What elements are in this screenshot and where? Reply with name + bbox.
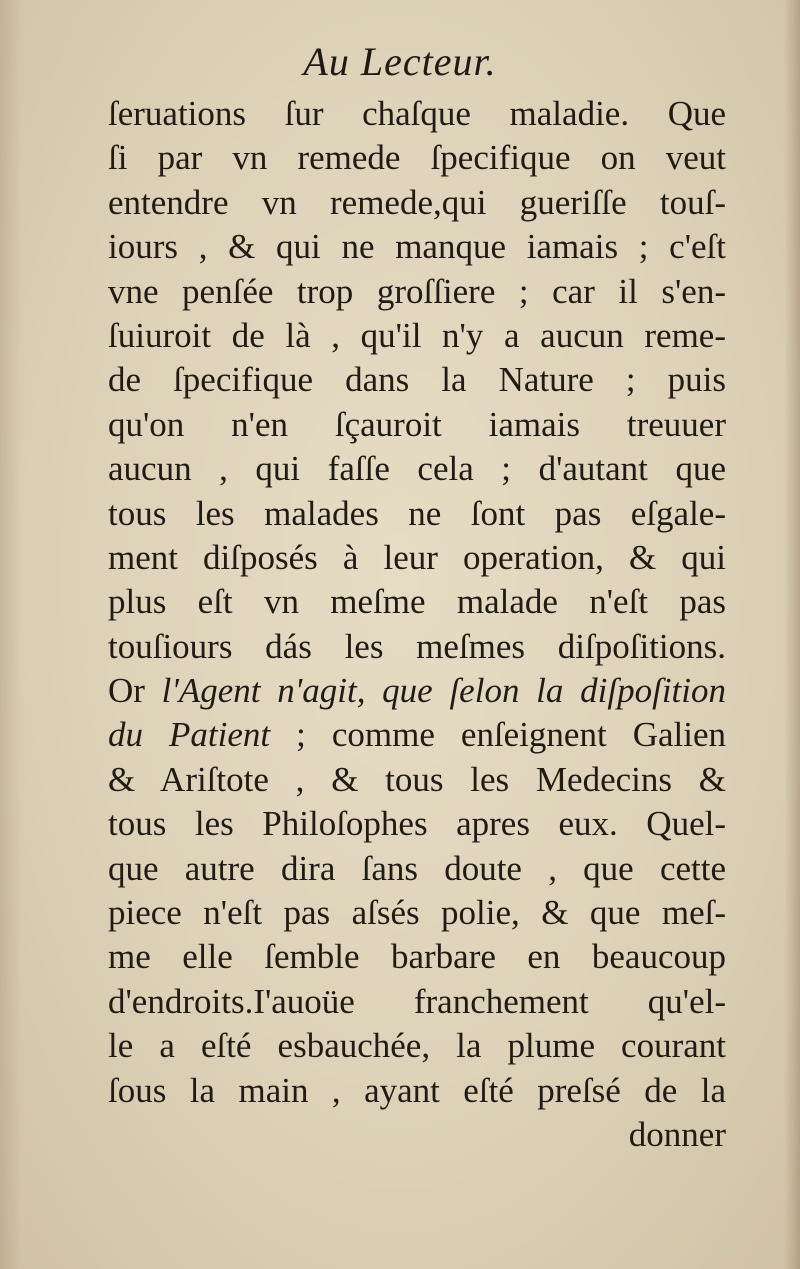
page-gutter-shadow (0, 0, 22, 1269)
italic-segment: l'Agent n'agit, que ſelon la diſpoſition (161, 671, 726, 711)
text-segment: touſiours dás les meſmes diſpoſitions. (108, 626, 726, 666)
text-segment: & Ariſtote , & tous les Medecins & (108, 759, 726, 799)
text-line (108, 713, 726, 757)
text-line (108, 625, 726, 669)
text-line (108, 447, 726, 491)
text-line (108, 492, 726, 536)
running-header: Au Lecteur. (303, 39, 497, 84)
text-segment: le a eſté esbauchée, la plume courant (108, 1026, 726, 1066)
text-line (108, 92, 726, 136)
text-line (108, 403, 726, 447)
text-line (108, 536, 726, 580)
text-segment: ; comme enſeignent Galien (270, 715, 726, 755)
text-line (108, 358, 726, 402)
text-line (108, 847, 726, 891)
text-line (108, 758, 726, 802)
text-segment: qu'on n'en ſçauroit iamais treuuer (108, 404, 726, 444)
text-line (108, 225, 726, 269)
text-line (108, 181, 726, 225)
text-line (108, 891, 726, 935)
text-segment: de ſpecifique dans la Nature ; puis (108, 360, 726, 400)
italic-segment: du Patient (108, 715, 271, 755)
text-line (108, 669, 726, 713)
text-segment: aucun , qui faſſe cela ; d'autant que (108, 449, 726, 489)
text-segment: que autre dira ſans doute , que cette (108, 848, 726, 888)
text-line (108, 1069, 726, 1113)
text-line (108, 136, 726, 180)
text-line (108, 802, 726, 846)
body-text (108, 92, 726, 1157)
text-line (108, 314, 726, 358)
text-segment: piece n'eſt pas aſsés polie, & que meſ- (108, 893, 726, 933)
text-segment: ment diſposés à leur operation, & qui (108, 537, 726, 577)
text-segment: ſeruations ſur chaſque maladie. Que (108, 94, 726, 133)
text-segment: ſuiuroit de là , qu'il n'y a aucun reme- (108, 315, 726, 355)
text-segment: me elle ſemble barbare en beaucoup (108, 937, 726, 977)
text-line (108, 580, 726, 624)
catchword (108, 1113, 726, 1157)
text-segment: ſi par vn remede ſpecifique on veut (108, 138, 726, 178)
text-segment: entendre vn remede,qui gueriſſe touſ- (108, 182, 726, 222)
text-segment: tous les Philoſophes apres eux. Quel- (108, 804, 726, 844)
text-line (108, 935, 726, 979)
text-line (108, 270, 726, 314)
page-edge-shadow (784, 0, 800, 1269)
text-segment: plus eſt vn meſme malade n'eſt pas (108, 582, 726, 622)
text-segment: tous les malades ne ſont pas eſgale- (108, 493, 726, 533)
text-segment: Or (108, 671, 162, 711)
text-segment: vne penſée trop groſſiere ; car il s'en- (108, 271, 726, 311)
text-segment: ſous la main , ayant eſté preſsé de la (108, 1070, 726, 1110)
text-segment: iours , & qui ne manque iamais ; c'eſt (108, 227, 726, 267)
text-line (108, 1024, 726, 1068)
text-segment: donner (628, 1114, 726, 1154)
text-line (108, 980, 726, 1024)
text-segment: d'endroits.I'auoüe franchement qu'el- (108, 981, 726, 1021)
